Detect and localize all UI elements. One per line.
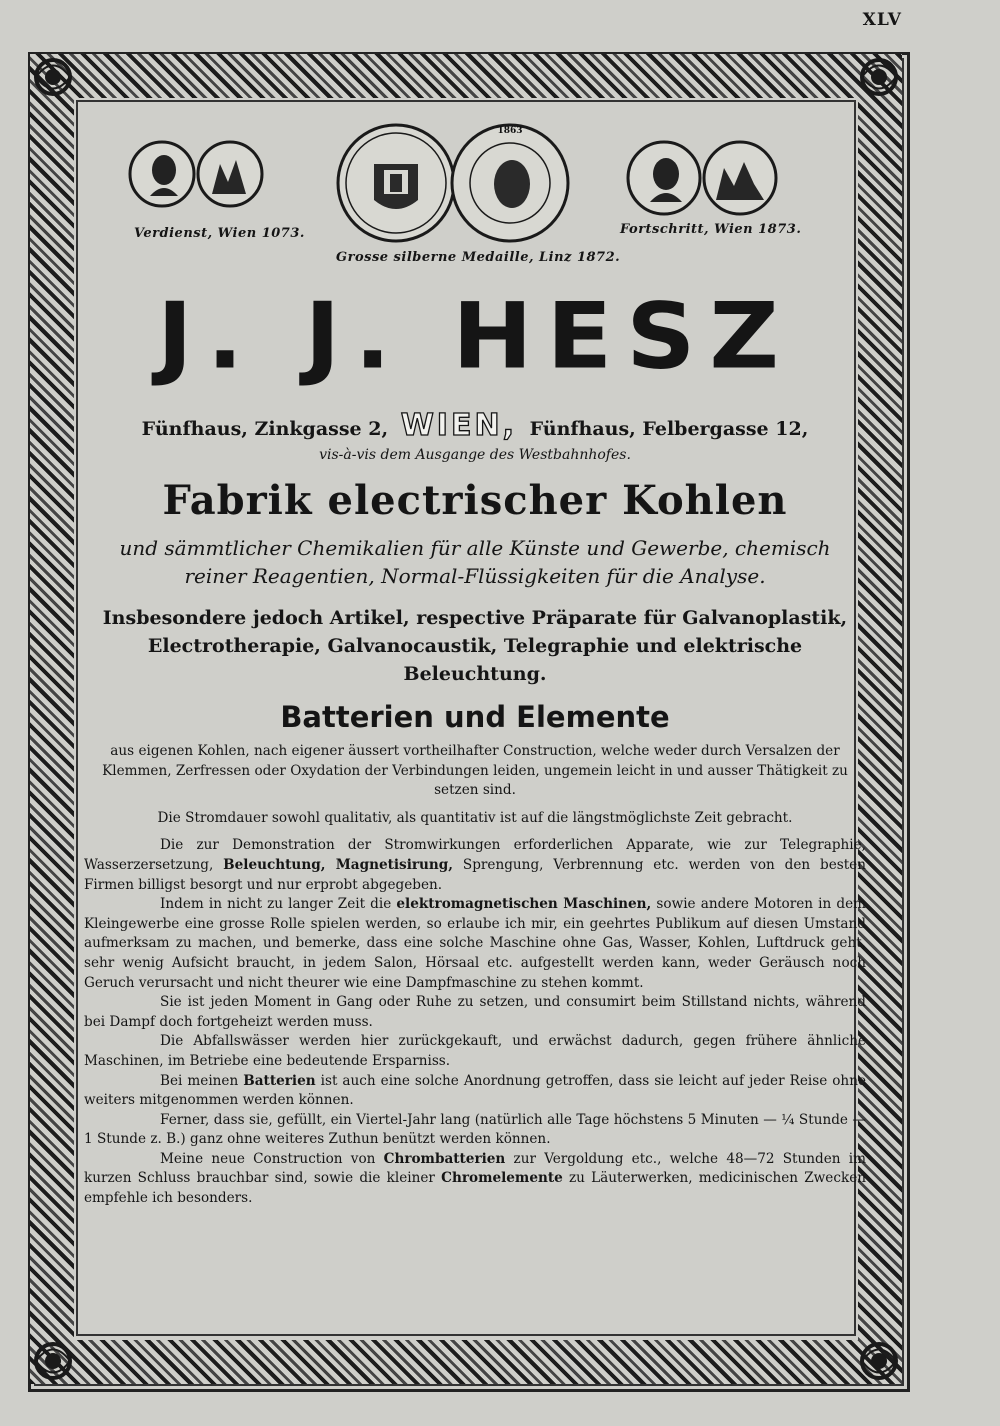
paragraph-maschinen: Indem in nicht zu langer Zeit die elektromagnetischen Maschinen, sowie andere Motoren in dem Kleingewerbe eine grosse Rolle spielen werden, so erlaube ich mir, ein geehrtes Publikum auf diesen Umstand aufmerksam zu machen, und bemerke, dass eine solche Maschine ohne Gas, Wasser, Kohlen, Luftdruck geht, sehr wenig Aufsicht braucht, in jedem Salon, Hörsaal etc. aufgestellt werden kann, weder Geräusch noch Geruch verursacht und nicht theurer wie eine Dampfmaschine zu stehen kommt.	[84, 896, 866, 991]
paragraph-chrombatterien: Meine neue Construction von Chrombatterien zur Vergoldung etc., welche 48—72 Stunden im kurzen Schluss brauchbar sind, sowie die kleiner Chromelemente zu Läuterwerken, medicinischen Zwecken empfehle ich besonders.	[84, 1150, 866, 1207]
company-title: J. J. HESZ	[157, 282, 793, 390]
corner-ornament-top-right	[856, 54, 902, 100]
paragraph-construction: aus eigenen Kohlen, nach eigener äussert vortheilhafter Construction, welche weder durch Versalzen der Klemmen, Zerfressen oder Oxydation der Verbindungen leiden, ungemein leicht in und ausser Thätigkeit zu setzen sind.	[102, 743, 848, 799]
paragraph-batterien: Bei meinen Batterien ist auch eine solche Anordnung getroffen, dass sie leicht auf jeder Reise ohne weiters mitgenommen werden können.	[84, 1072, 866, 1109]
paragraph-abfallswaesser: Die Abfallswässer werden hier zurückgekauft, und erwächst dadurch, gegen frühere ähnliche Maschinen, im Betriebe eine bedeutende Ersparniss.	[84, 1033, 866, 1069]
medal-verdienst	[128, 138, 264, 210]
svg-text:1863: 1863	[497, 126, 523, 136]
special-articles-text: Insbesondere jedoch Artikel, respective Präparate für Galvanoplastik, Electrotherapie, Galvanocaustik, Telegraphie und elektrische Beleuchtung.	[102, 607, 848, 685]
caption-verdienst: Verdienst, Wien 1073.	[134, 226, 305, 241]
medal-fortschritt	[624, 138, 782, 218]
medal-linz	[334, 116, 572, 250]
page-number: XLV	[862, 10, 902, 30]
address-sub: vis-à-vis dem Ausgange des Westbahnhofes.	[319, 447, 631, 463]
paragraph-stromdauer: Die Stromdauer sowohl qualitativ, als quantitativ ist auf die längstmöglichste Zeit gebracht.	[157, 809, 793, 826]
caption-fortschritt: Fortschritt, Wien 1873.	[620, 222, 802, 237]
corner-ornament-top-left	[30, 54, 76, 100]
advertisement-content	[80, 108, 870, 1209]
medals-row	[80, 108, 870, 280]
chemicals-text: und sämmtlicher Chemikalien für alle Künste und Gewerbe, chemisch reiner Reagentien, Normal-Flüssigkeiten für die Analyse.	[119, 536, 831, 588]
address-line	[80, 408, 870, 443]
address-right: Fünfhaus, Felbergasse 12,	[529, 418, 809, 440]
paragraph-viertel-jahr: Ferner, dass sie, gefüllt, ein Viertel-Jahr lang (natürlich alle Tage höchstens 5 Minuten — ¼ Stunde — 1 Stunde z. B.) ganz ohne weiteres Zuthun benützt werden können.	[84, 1111, 866, 1148]
batterien-heading: Batterien und Elemente	[280, 700, 670, 734]
paragraph-moment: Sie ist jeden Moment in Gang oder Ruhe zu setzen, und consumirt beim Stillstand nichts, während bei Dampf doch fortgeheizt werden muss.	[84, 994, 866, 1030]
paragraph-apparate: Die zur Demonstration der Stromwirkungen erforderlichen Apparate, wie zur Telegraphie, Wasserzersetzung, Beleuchtung, Magnetisirung, Sprengung, Verbrennung etc. werden von den besten Firmen billigst besorgt und nur erprobt abgegeben.	[84, 837, 866, 893]
address-left: Fünfhaus, Zinkgasse 2,	[141, 418, 389, 440]
fabrik-heading: Fabrik electrischer Kohlen	[162, 477, 788, 524]
corner-ornament-bottom-left	[30, 1338, 76, 1384]
body-text	[84, 742, 866, 1209]
caption-linz: Grosse silberne Medaille, Linz 1872.	[336, 250, 621, 265]
address-city: WIEN,	[400, 408, 517, 443]
corner-ornament-bottom-right	[856, 1338, 902, 1384]
